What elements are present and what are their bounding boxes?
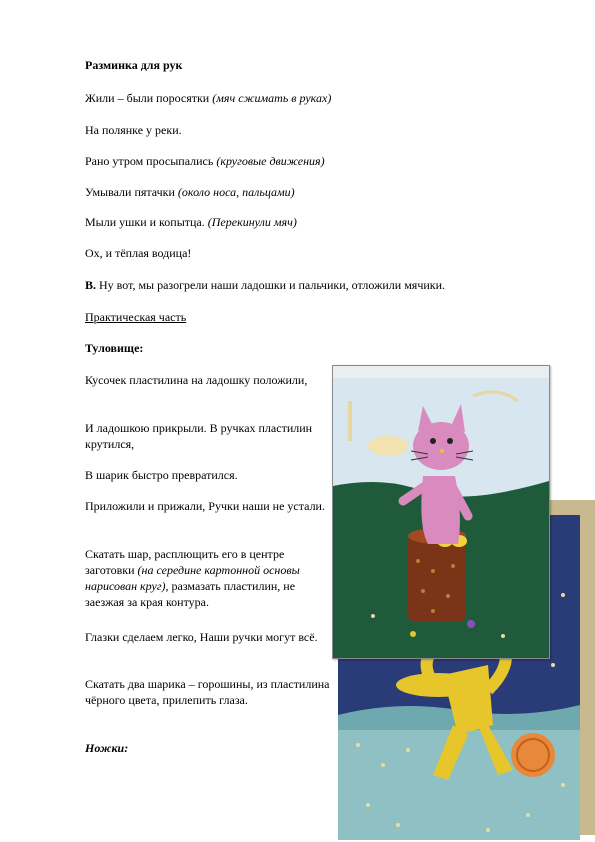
col-paragraph-3: В шарик быстро превратился.	[85, 468, 238, 482]
teacher-label: В.	[85, 278, 97, 292]
poem-line-1-text: Жили – были поросятки	[85, 91, 213, 105]
pink-cat-illustration	[333, 366, 549, 658]
poem-line-3	[85, 153, 325, 169]
poem-line-2	[85, 122, 182, 138]
teacher-line	[85, 277, 445, 293]
col-paragraph-1: Кусочек пластилина на ладошку положили,	[85, 373, 308, 387]
poem-line-3-text: Рано утром просыпались	[85, 154, 217, 168]
col-paragraph-4: Приложили и прижали, Ручки наши не устали.	[85, 499, 325, 513]
poem-line-3-note: (круговые движения)	[216, 154, 325, 168]
col-paragraph-5-end: , размазать пластилин, не заезжая за края контура.	[85, 579, 296, 609]
teacher-text: Ну вот, мы разогрели наши ладошки и пальчики, отложили мячики.	[96, 278, 446, 292]
poem-line-4	[85, 184, 295, 200]
legs-title: Ножки:	[85, 741, 129, 755]
col-paragraph-7: Скатать два шарика – горошины, из пластилина чёрного цвета, прилепить глаза.	[85, 677, 330, 707]
col-paragraph-5-start: Скатать шар, расплющить его в центре заготовки	[85, 547, 285, 577]
col-paragraph-2: И ладошкою прикрыли. В ручках пластилин крутился,	[85, 421, 313, 451]
col-paragraph-5-italic: (на середине картонной основы нарисован круг)	[85, 563, 300, 593]
poem-line-4-text: Умывали пятачки	[85, 185, 178, 199]
poem-line-4-note: (около носа, пальцами)	[177, 185, 295, 199]
poem-line-5	[85, 214, 297, 230]
heading-warmup: Разминка для рук	[85, 58, 183, 72]
poem-line-5-note: (Перекинули мяч)	[207, 215, 297, 229]
poem-line-5-text: Мыли ушки и копытца.	[85, 215, 208, 229]
poem-line-2-text: На полянке у реки.	[85, 123, 182, 137]
torso-title: Туловище:	[85, 341, 144, 355]
col-paragraph-6: Глазки сделаем легко, Наши ручки могут всё.	[85, 630, 318, 644]
poem-line-6-text: Ох, и тёплая водица!	[85, 246, 192, 260]
craft-photo-pink-cat	[332, 365, 550, 659]
practical-title: Практическая часть	[85, 310, 187, 324]
col-paragraph-5	[85, 546, 335, 610]
poem-line-6	[85, 245, 191, 261]
poem-line-1	[85, 90, 331, 106]
poem-line-1-note: (мяч сжимать в руках)	[212, 91, 332, 105]
